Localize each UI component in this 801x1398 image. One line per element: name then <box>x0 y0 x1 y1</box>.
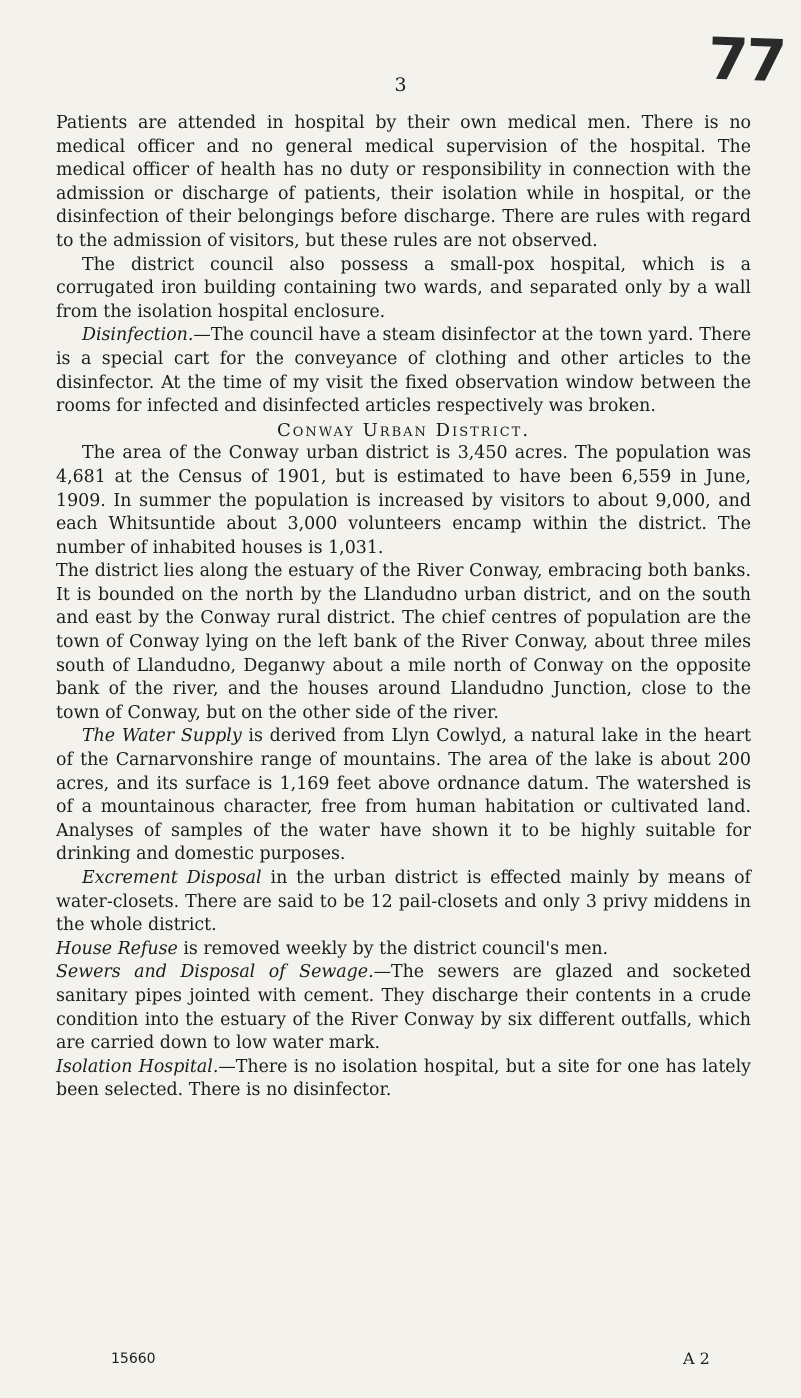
paragraph-smallpox-hospital: The district council also possess a small-pox hospital, which is a corrugated iron building containing two wards, and separated only by a wall from the isolation hospital enclosure. <box>56 254 751 322</box>
sewers-text: —The sewers are glazed and socketed sanitary pipes jointed with cement. They discharge their contents in a crude condition into the estuary of the River Conway by six different outfalls, which are carried down to low water mark. <box>56 962 752 1054</box>
excrement-text: in the urban district is effected mainly by means of water-closets. There are said to be 12 pail-closets and only 3 privy middens in the whole district. <box>56 868 751 936</box>
footer-print-code: 15660 <box>111 1351 156 1367</box>
paragraph-patients: Patients are attended in hospital by their own medical men. There is no medical officer and no general medical supervision of the hospital. The medical officer of health has no duty or responsibility in connection with the admission or discharge of patients, their isolation while in hospital, or the disinfection of their belongings before discharge. There are rules with regard to the admission of visitors, but these rules are not observed. <box>56 113 751 251</box>
water-supply-text: is derived from Llyn Cowlyd, a natural lake in the heart of the Carnarvonshire range of mountains. The area of the lake is about 200 acres, and its surface is 1,169 feet above ordnance datum. The watershed is of a mountainous character, free from human habitation or cultivated land. Analyses of samples of the water have shown it to be highly suitable for drinking and domestic purposes. <box>56 726 751 865</box>
excrement-heading: Excrement Disposal <box>82 868 262 888</box>
section-heading: Conway Urban District. <box>276 419 531 441</box>
body-text <box>56 112 751 1103</box>
handwritten-page-number: 77 <box>707 24 787 96</box>
paragraph-isolation <box>56 1056 751 1103</box>
paragraph-excrement <box>56 867 751 938</box>
isolation-heading: Isolation Hospital. <box>56 1056 219 1077</box>
disinfection-heading: Disinfection. <box>82 325 194 346</box>
refuse-heading: House Refuse <box>56 938 178 959</box>
paragraph-estuary: The district lies along the estuary of the River Conway, embracing both banks. It is bounded on the north by the Llandudno urban district, and on the south and east by the Conway rural district. The chief centres of population are the town of Conway lying on the left bank of the River Conway, about three miles south of Llandudno, Deganwy about a mile north of Conway on the opposite bank of the river, and the houses around Llandudno Junction, close to the town of Conway, but on the other side of the river. <box>56 561 751 723</box>
water-supply-heading: The Water Supply <box>82 726 242 747</box>
isolation-text: —There is no isolation hospital, but a site for one has lately been selected. There is no disinfector. <box>56 1056 751 1101</box>
paragraph-water-supply <box>56 725 751 867</box>
page-number: 3 <box>394 74 407 96</box>
paragraph-area: The area of the Conway urban district is 3,450 acres. The population was 4,681 at the Census of 1901, but is estimated to have been 6,559 in June, 1909. In summer the population is increased by visitors to about 9,000, and each Whitsuntide about 3,000 volunteers encamp within the district. The number of inhabited houses is 1,031. <box>56 443 751 558</box>
sewers-heading: Sewers and Disposal of Sewage. <box>56 962 374 983</box>
paragraph-sewers <box>56 961 751 1055</box>
disinfection-text: —The council have a steam disinfector at the town yard. There is a special cart for the conveyance of clothing and other articles to the disinfector. At the time of my visit the fixed observation window between the rooms for infected and disinfected articles respectively was broken. <box>56 325 751 417</box>
footer-signature-mark: A 2 <box>683 1349 710 1368</box>
paragraph-disinfection <box>56 324 751 418</box>
paragraph-refuse <box>56 938 751 962</box>
refuse-text: is removed weekly by the district council's men. <box>177 938 609 959</box>
